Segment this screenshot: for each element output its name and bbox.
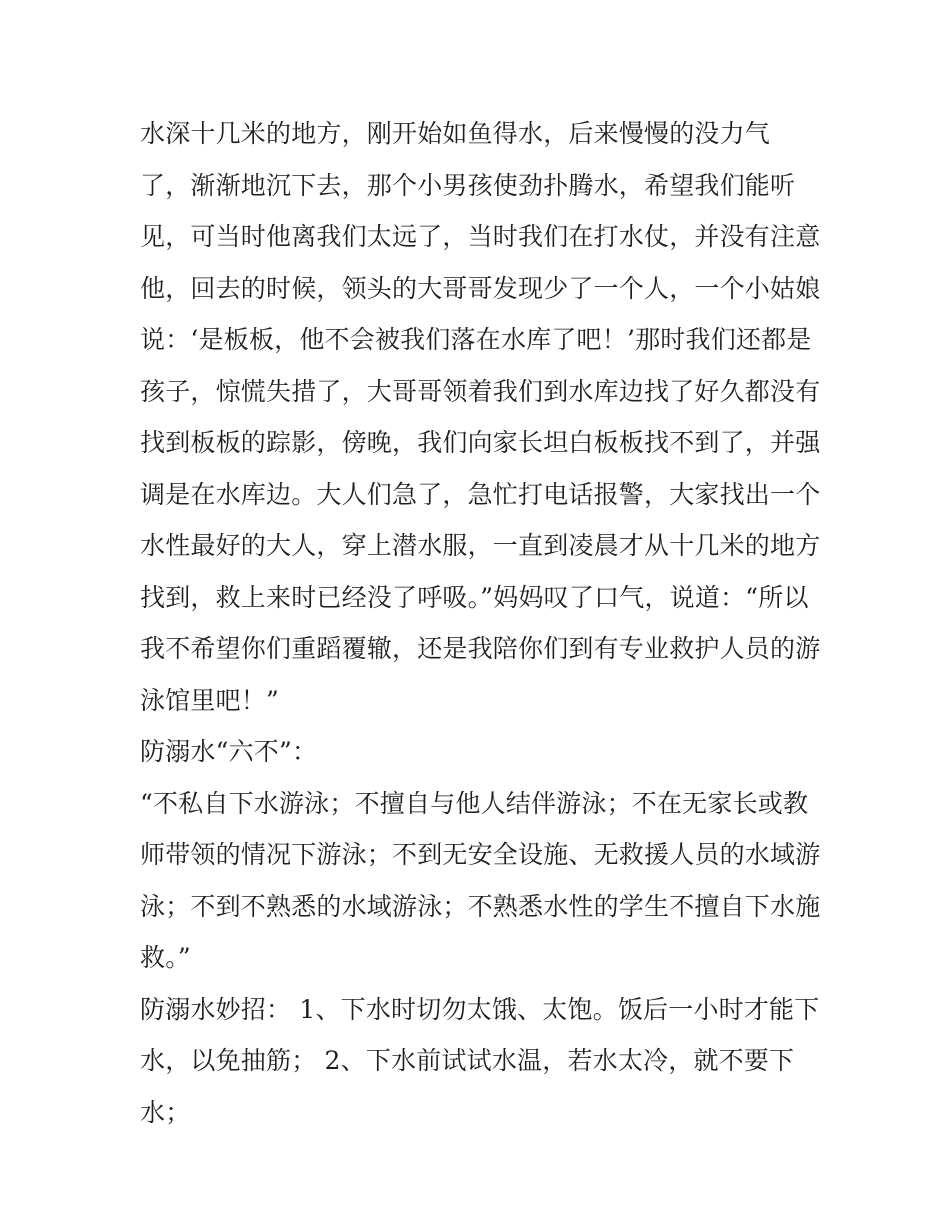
text-line: 水深十几米的地方，刚开始如鱼得水，后来慢慢的没力气 bbox=[140, 119, 771, 148]
text-line: 调是在水库边。大人们急了，急忙打电话报警，大家找出一个 bbox=[140, 479, 821, 509]
text-line: 找到，救上来时已经没了呼吸。”妈妈叹了口气，说道：“所以 bbox=[140, 582, 809, 612]
section-heading: 防溺水“六不”： bbox=[140, 737, 318, 766]
text-line: 了，渐渐地沉下去，那个小男孩使劲扑腾水，希望我们能听 bbox=[140, 170, 796, 200]
text-line: 水，以免抽筋； 2、下水前试试水温，若水太冷，就不要下 bbox=[140, 1046, 795, 1075]
text-line: 泳馆里吧！” bbox=[140, 685, 279, 715]
document-body bbox=[140, 108, 820, 1138]
text-line: 水； bbox=[140, 1097, 191, 1127]
text-line: 水性最好的大人，穿上潜水服，一直到凌晨才从十几米的地方 bbox=[140, 531, 821, 560]
text-line: 救。” bbox=[140, 943, 191, 972]
text-line: 师带领的情况下游泳；不到无安全设施、无救援人员的水域游 bbox=[140, 840, 821, 869]
text-line: 说：‘是板板，他不会被我们落在水库了吧！’那时我们还都是 bbox=[140, 325, 812, 354]
text-line: 他，回去的时候，领头的大哥哥发现少了一个人，一个小姑娘 bbox=[140, 273, 821, 303]
text-line: 孩子，惊慌失措了，大哥哥领着我们到水库边找了好久都没有 bbox=[140, 376, 821, 406]
text-line: “不私自下水游泳；不擅自与他人结伴游泳；不在无家长或教 bbox=[140, 788, 809, 818]
text-line: 见，可当时他离我们太远了，当时我们在打水仗，并没有注意 bbox=[140, 222, 821, 251]
text-line: 防溺水妙招： 1、下水时切勿太饿、太饱。饭后一小时才能下 bbox=[140, 994, 820, 1024]
text-line: 找到板板的踪影，傍晚，我们向家长坦白板板找不到了，并强 bbox=[140, 428, 821, 457]
text-line: 我不希望你们重蹈覆辙，还是我陪你们到有专业救护人员的游 bbox=[140, 634, 821, 663]
text-line: 泳；不到不熟悉的水域游泳；不熟悉水性的学生不擅自下水施 bbox=[140, 891, 821, 921]
